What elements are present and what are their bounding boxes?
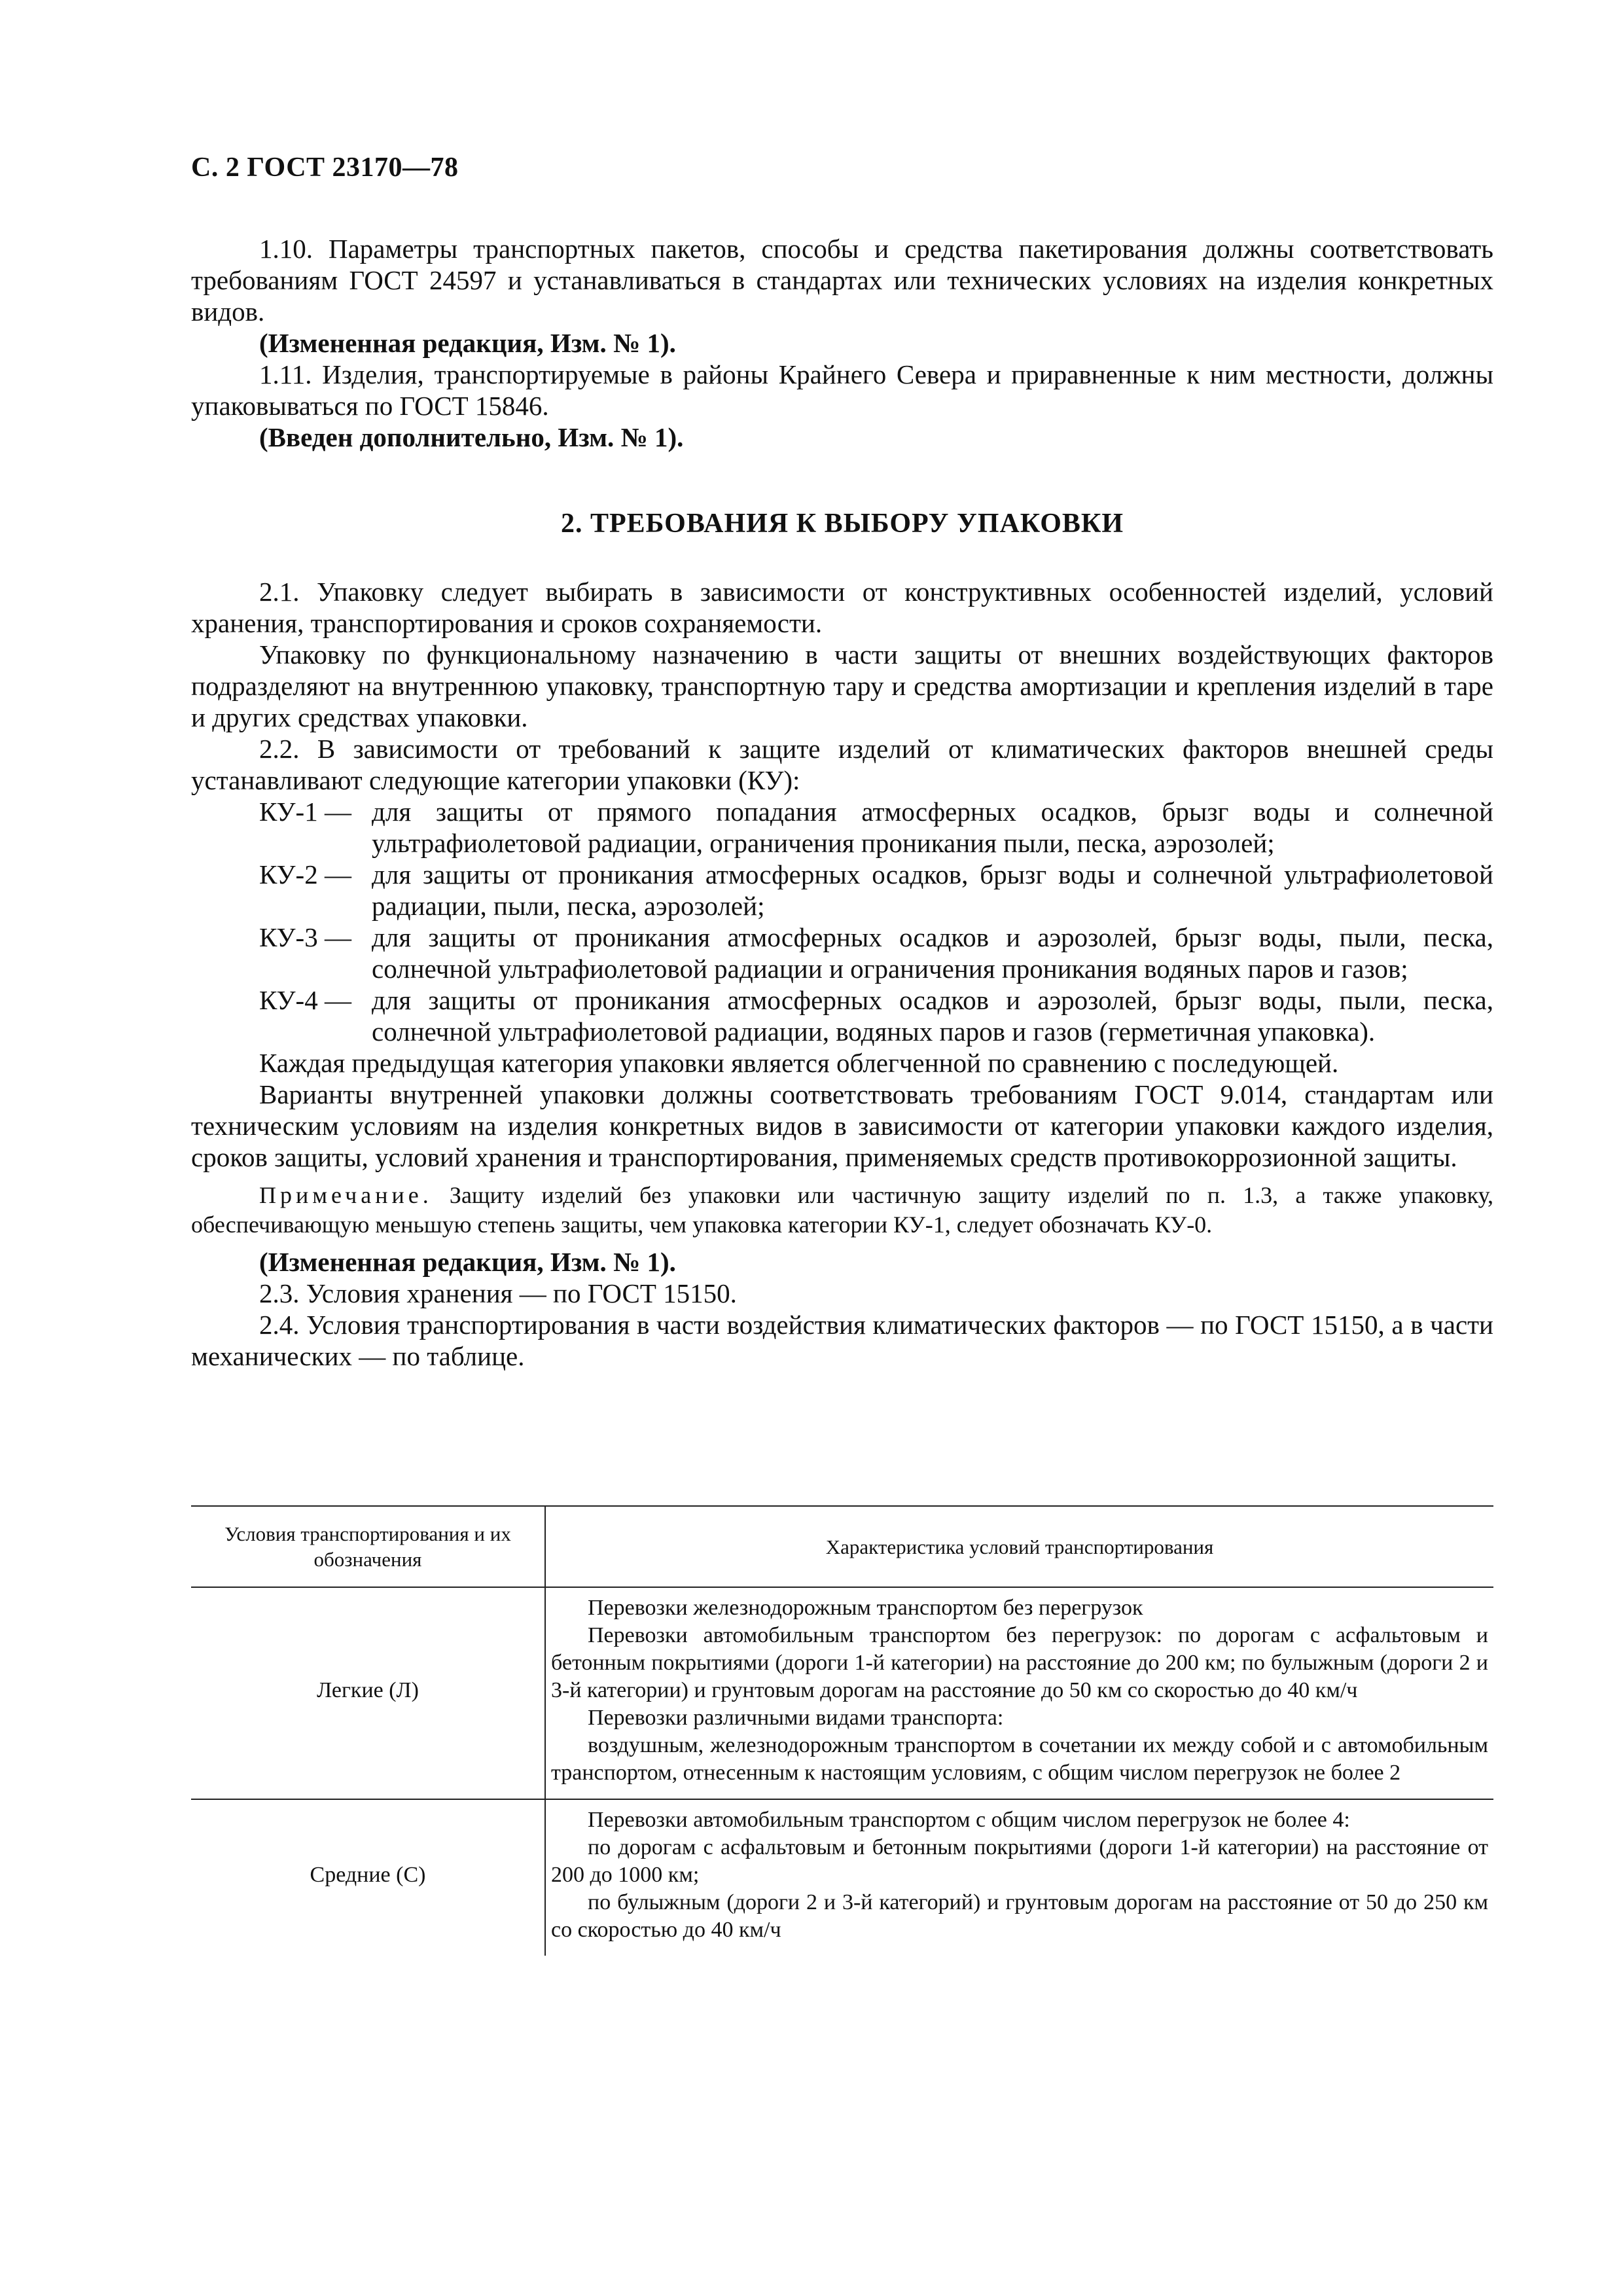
cell-line: Перевозки автомобильным транспортом без перегрузок: по дорогам с асфальтовым и бетонным покрытиями (дороги 1-й категории) на расстояние до 200 км; по булыжным (дороги 2 и 3-й категории) и грунтовым дорогам на расстояние до 50 км со скоростью до 40 км/ч [551, 1623, 1488, 1702]
ku-code: КУ-4 — [259, 985, 351, 1015]
introduction-note: (Введен дополнительно, Изм. № 1). [259, 422, 684, 452]
ku-item [191, 984, 1493, 1047]
section-2 [191, 576, 1493, 1372]
paragraph-2-1-functional: Упаковку по функциональному назначению в части защиты от внешних воздействующих факторов подразделяют на внутреннюю упаковку, транспортную тару и средства амортизации и крепления изделий в таре и других средствах упаковки. [191, 639, 1493, 732]
column-header-characteristics: Характеристика условий транспортирования [545, 1506, 1493, 1587]
ku-text: для защиты от проникания атмосферных осадков и аэрозолей, брызг воды, пыли, песка, солнечной ультрафиолетовой радиации и ограничения проникания водяных паров и газов; [372, 922, 1493, 984]
page-header: С. 2 ГОСТ 23170—78 [191, 152, 459, 183]
table-row [191, 1799, 1493, 1956]
cell-line: воздушным, железнодорожным транспортом в сочетании их между собой и с автомобильным транспортом, отнесенным к настоящим условиям, с общим числом перегрузок не более 2 [551, 1733, 1488, 1785]
paragraph-1-10: 1.10. Параметры транспортных пакетов, способы и средства пакетирования должны соответствовать требованиям ГОСТ 24597 и устанавливаться в стандартах или технических условиях на изделия конкретных видов. [191, 234, 1493, 327]
ku-text: для защиты от прямого попадания атмосферных осадков, брызг воды и солнечной ультрафиолетовой радиации, ограничения проникания пыли, песка, аэрозолей; [372, 797, 1493, 858]
cell-line: по дорогам с асфальтовым и бетонным покрытиями (дороги 1-й категории) на расстояние от 200 до 1000 км; [551, 1835, 1488, 1887]
cell-line: Перевозки различными видами транспорта: [588, 1706, 1004, 1730]
paragraph-2-3: 2.3. Условия хранения — по ГОСТ 15150. [259, 1278, 737, 1308]
cell-line: Перевозки железнодорожным транспортом без перегрузок [588, 1596, 1143, 1620]
ku-text: для защиты от проникания атмосферных осадков, брызг воды и солнечной ультрафиолетовой радиации, пыли, песка, аэрозолей; [372, 859, 1493, 921]
condition-cell: Легкие (Л) [191, 1587, 545, 1799]
note [191, 1181, 1493, 1240]
section-title: 2. ТРЕБОВАНИЯ К ВЫБОРУ УПАКОВКИ [560, 509, 1124, 539]
ku-item [191, 859, 1493, 922]
paragraph-each-category: Каждая предыдущая категория упаковки является облегченной по сравнению с последующей. [259, 1048, 1339, 1078]
characteristic-cell [545, 1799, 1493, 1956]
paragraph-2-1: 2.1. Упаковку следует выбирать в зависимости от конструктивных особенностей изделий, условий хранения, транспортирования и сроков сохраняемости. [191, 577, 1493, 638]
amendment-note: (Измененная редакция, Изм. № 1). [259, 328, 676, 358]
note-text: Защиту изделий без упаковки или частичную защиту изделий по п. 1.3, а также упаковку, обеспечивающую меньшую степень защиты, чем упаковка категории КУ-1, следует обозначать КУ-0. [191, 1182, 1493, 1238]
section-1-end [191, 233, 1493, 453]
cell-line: по булыжным (дороги 2 и 3-й категорий) и грунтовым дорогам на расстояние от 50 до 250 км со скоростью до 40 км/ч [551, 1890, 1488, 1942]
paragraph-2-4: 2.4. Условия транспортирования в части воздействия климатических факторов — по ГОСТ 15150, а в части механических — по таблице. [191, 1310, 1493, 1371]
column-header-conditions: Условия транспортирования и их обозначения [191, 1506, 545, 1587]
amendment-note: (Измененная редакция, Изм. № 1). [259, 1247, 676, 1277]
table-row [191, 1587, 1493, 1799]
paragraph-2-2: 2.2. В зависимости от требований к защите изделий от климатических факторов внешней среды устанавливают следующие категории упаковки (КУ): [191, 734, 1493, 795]
paragraph-variants: Варианты внутренней упаковки должны соответствовать требованиям ГОСТ 9.014, стандартам или техническим условиям на изделия конкретных видов в зависимости от категории упаковки каждого изделия, сроков защиты, условий хранения и транспортирования, применяемых средств противокоррозионной защиты. [191, 1079, 1493, 1172]
paragraph-1-11: 1.11. Изделия, транспортируемые в районы Крайнего Севера и приравненные к ним местности, должны упаковываться по ГОСТ 15846. [191, 359, 1493, 421]
ku-text: для защиты от проникания атмосферных осадков и аэрозолей, брызг воды, пыли, песка, солнечной ультрафиолетовой радиации, водяных паров и газов (герметичная упаковка). [372, 985, 1493, 1047]
ku-item [191, 922, 1493, 984]
ku-code: КУ-1 — [259, 797, 351, 827]
table-header-row [191, 1506, 1493, 1587]
cell-line: Перевозки автомобильным транспортом с общим числом перегрузок не более 4: [588, 1808, 1350, 1832]
characteristic-cell [545, 1587, 1493, 1799]
transport-conditions-table [191, 1505, 1493, 1956]
condition-cell: Средние (С) [191, 1799, 545, 1956]
ku-item [191, 796, 1493, 859]
ku-code: КУ-2 — [259, 859, 351, 889]
note-label: Примечание. [259, 1182, 433, 1208]
ku-code: КУ-3 — [259, 922, 351, 952]
